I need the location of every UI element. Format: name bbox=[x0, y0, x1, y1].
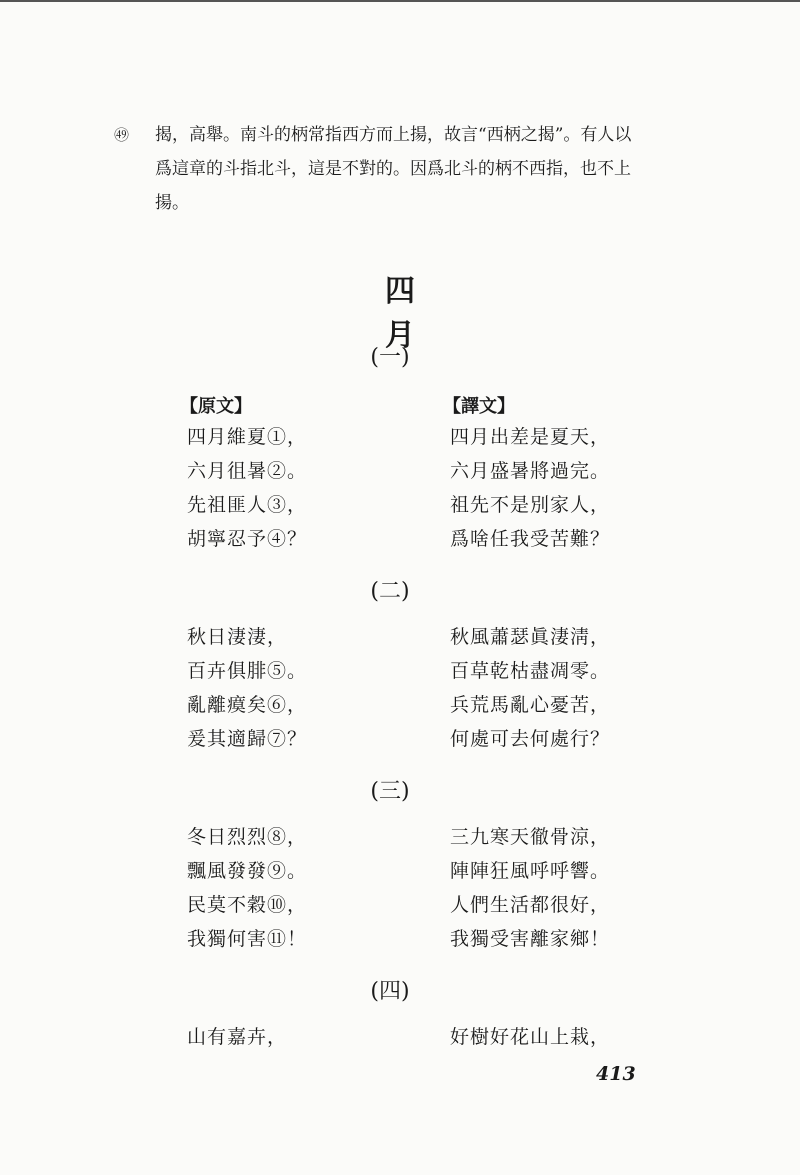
page-number: 413 bbox=[596, 1063, 636, 1085]
translation-header: 【譯文】 bbox=[443, 396, 515, 417]
original-line: 胡寧忍予④？ bbox=[187, 528, 308, 550]
original-line: 山有嘉卉， bbox=[187, 1026, 288, 1048]
translation-line: 兵荒馬亂心憂苦， bbox=[450, 694, 611, 716]
original-line: 我獨何害⑪！ bbox=[187, 928, 308, 950]
footnote-line: 揭，高舉。南斗的柄常指西方而上揚，故言“西柄之揭”。有人以 bbox=[155, 125, 632, 145]
footnote-line: 爲這章的斗指北斗，這是不對的。因爲北斗的柄不西指，也不上 bbox=[155, 159, 631, 179]
section-heading-1: (一) bbox=[370, 345, 410, 370]
original-line: 飄風發發⑨。 bbox=[187, 860, 308, 882]
translation-line: 陣陣狂風呼呼響。 bbox=[450, 860, 611, 882]
translation-line: 人們生活都很好， bbox=[450, 894, 611, 916]
translation-line: 三九寒天徹骨涼， bbox=[450, 826, 611, 848]
translation-line: 何處可去何處行？ bbox=[450, 728, 611, 750]
original-line: 四月維夏①， bbox=[187, 426, 308, 448]
translation-line: 秋風蕭瑟眞淒淸， bbox=[450, 626, 611, 648]
original-line: 百卉俱腓⑤。 bbox=[187, 660, 308, 682]
chapter-title: 四 月 bbox=[385, 274, 455, 353]
original-line: 亂離瘼矣⑥， bbox=[187, 694, 308, 716]
top-rule bbox=[0, 0, 800, 2]
translation-line: 好樹好花山上栽， bbox=[450, 1026, 611, 1048]
original-line: 秋日淒淒， bbox=[187, 626, 288, 648]
footnote-line: 揚。 bbox=[155, 193, 189, 213]
translation-line: 百草乾枯盡凋零。 bbox=[450, 660, 611, 682]
translation-line: 我獨受害離家鄉！ bbox=[450, 928, 611, 950]
original-text-header: 【原文】 bbox=[180, 396, 252, 417]
translation-line: 爲啥任我受苦難？ bbox=[450, 528, 611, 550]
footnote bbox=[114, 118, 678, 220]
original-line: 爰其適歸⑦？ bbox=[187, 728, 308, 750]
translation-line: 四月出差是夏天， bbox=[450, 426, 611, 448]
original-line: 冬日烈烈⑧， bbox=[187, 826, 308, 848]
original-line: 民莫不穀⑩， bbox=[187, 894, 308, 916]
translation-line: 六月盛暑將過完。 bbox=[450, 460, 611, 482]
section-heading-3: (三) bbox=[370, 779, 410, 804]
section-heading-2: (二) bbox=[370, 579, 410, 604]
footnote-marker: ㊾ bbox=[114, 126, 130, 144]
translation-line: 祖先不是別家人， bbox=[450, 494, 611, 516]
original-line: 先祖匪人③， bbox=[187, 494, 308, 516]
original-line: 六月徂暑②。 bbox=[187, 460, 308, 482]
section-heading-4: (四) bbox=[370, 979, 410, 1004]
